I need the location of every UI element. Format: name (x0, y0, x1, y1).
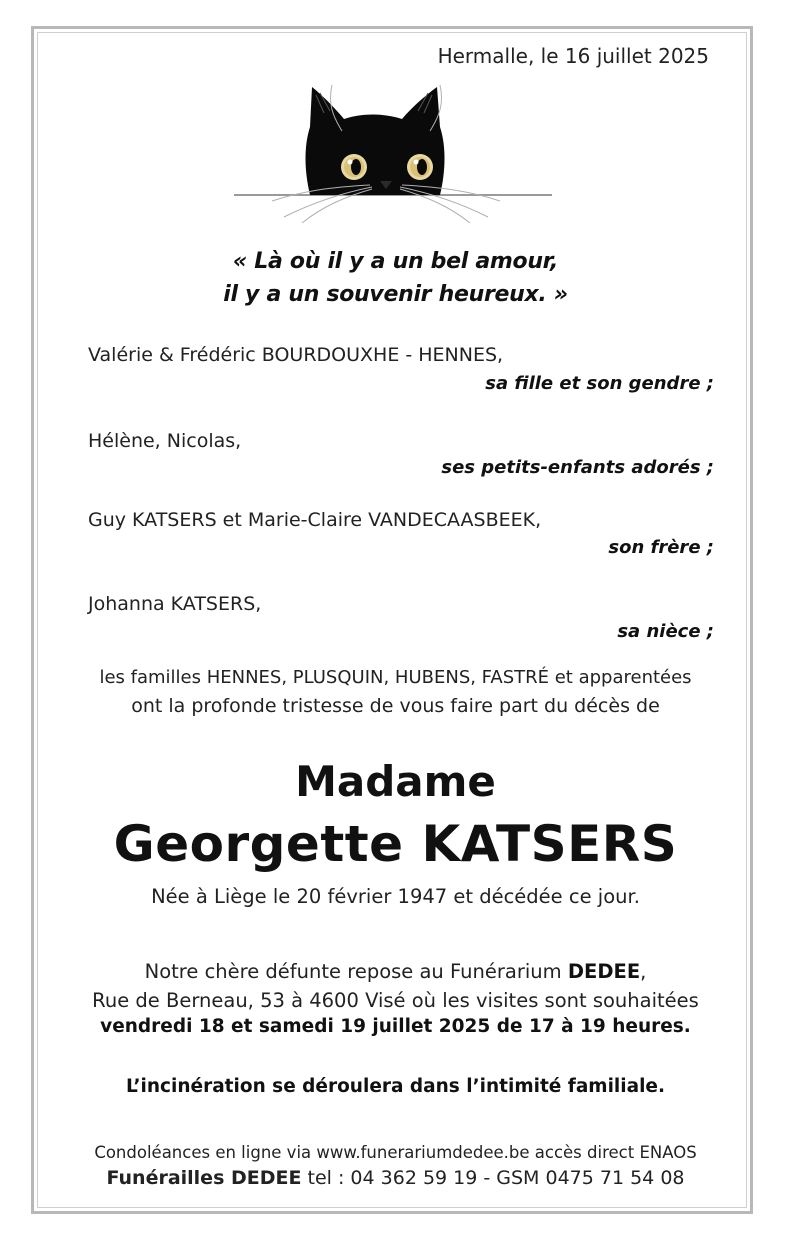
mourner-relation: son frère ; (608, 537, 714, 558)
phone-numbers: tel : 04 362 59 19 - GSM 0475 71 54 08 (301, 1167, 685, 1189)
mourner-name: Guy KATSERS et Marie-Claire VANDECAASBEEK, (88, 509, 542, 531)
mourner-name: Johanna KATSERS, (88, 593, 262, 615)
mourner-relation: sa fille et son gendre ; (485, 373, 714, 394)
families-line: les familles HENNES, PLUSQUIN, HUBENS, FASTRÉ et apparentées (99, 667, 692, 688)
funerarium-name: DEDEE (567, 960, 641, 983)
visitation-times: vendredi 18 et samedi 19 juillet 2025 de 17 à 19 heures. (100, 1016, 691, 1037)
visitation-text: Notre chère défunte repose au Funérarium (144, 960, 568, 983)
condolences-line: Condoléances en ligne via www.funerariumdedee.be accès direct ENAOS (94, 1143, 697, 1162)
birth-death-line: Née à Liège le 20 février 1947 et décédée ce jour. (151, 885, 640, 908)
quote-line-2: il y a un souvenir heureux. » (223, 282, 568, 307)
place-date: Hermalle, le 16 juillet 2025 (437, 44, 709, 68)
contact-line (0, 1167, 791, 1189)
mourner-relation: sa nièce ; (617, 621, 714, 642)
mourner-name: Hélène, Nicolas, (88, 430, 242, 452)
deceased-title: Madame (295, 757, 496, 806)
black-cat-peeking-icon (232, 75, 554, 225)
visitation-line-1 (0, 960, 791, 983)
visitation-line-2: Rue de Berneau, 53 à 4600 Visé où les visites sont souhaitées (92, 989, 699, 1012)
quote-line-1: « Là où il y a un bel amour, (232, 249, 559, 274)
announcement-line: ont la profonde tristesse de vous faire part du décès de (131, 695, 660, 717)
mourner-relation: ses petits-enfants adorés ; (441, 457, 714, 478)
mourner-name: Valérie & Frédéric BOURDOUXHE - HENNES, (88, 344, 504, 366)
cremation-note: L’incinération se déroulera dans l’intimité familiale. (125, 1076, 666, 1097)
company-name: Funérailles DEDEE (106, 1167, 302, 1189)
deceased-name: Georgette KATSERS (113, 815, 678, 873)
visitation-punct: , (640, 960, 647, 983)
